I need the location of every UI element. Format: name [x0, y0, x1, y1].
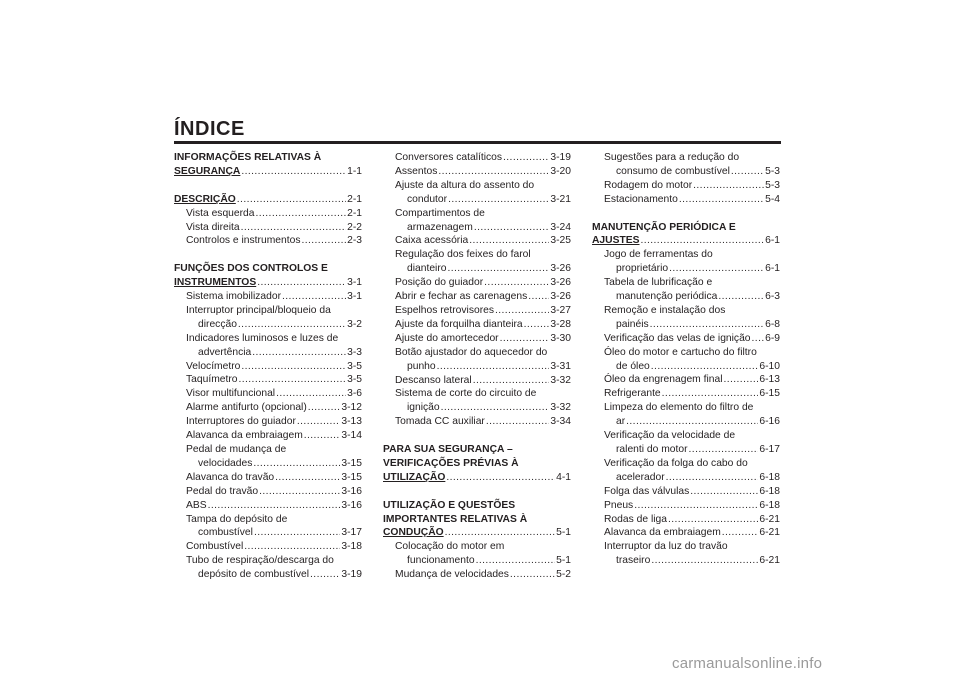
toc-section-title: VERIFICAÇÕES PRÉVIAS À [383, 457, 519, 469]
leader-dots [256, 207, 347, 221]
toc-entry-line: Indicadores luminosos e luzes de [186, 332, 339, 344]
page-number: 3-15 [341, 457, 362, 469]
toc-entry-label: depósito de combustível [198, 569, 310, 581]
toc-section-entry[interactable] [592, 234, 780, 248]
toc-entry[interactable] [592, 485, 780, 499]
toc-entry[interactable] [174, 207, 362, 221]
page-number: 3-12 [341, 402, 362, 414]
page-number: 3-31 [550, 360, 571, 372]
leader-dots [308, 401, 341, 415]
leader-dots [446, 471, 555, 485]
toc-entry[interactable] [174, 290, 362, 304]
leader-dots [208, 499, 341, 513]
toc-entry[interactable] [174, 401, 362, 415]
toc-entry[interactable] [174, 429, 362, 443]
page-number: 3-20 [550, 165, 571, 177]
toc-entry[interactable] [592, 318, 780, 332]
toc-entry-label: ralenti do motor [616, 444, 688, 456]
toc-section-label: AJUSTES [592, 235, 640, 247]
page-number: 1-1 [347, 165, 362, 177]
toc-entry[interactable] [174, 387, 362, 401]
toc-entry-label: Pneus [604, 499, 634, 511]
toc-entry-line: Verificação da velocidade de [604, 430, 736, 442]
leader-dots [275, 471, 340, 485]
toc-column-1 [174, 151, 362, 582]
leader-dots [690, 485, 758, 499]
page-number: 5-1 [556, 555, 571, 567]
toc-section-title: UTILIZAÇÃO E QUESTÕES [383, 499, 516, 511]
toc-entry-label: Interruptores do guiador [186, 416, 296, 428]
page-number: 3-16 [341, 485, 362, 497]
leader-dots [651, 554, 758, 568]
toc-entry[interactable] [174, 540, 362, 554]
page-number: 6-3 [765, 291, 780, 303]
page-number: 3-30 [550, 332, 571, 344]
toc-entry[interactable] [383, 374, 571, 388]
leader-dots [301, 234, 346, 248]
toc-entry[interactable] [174, 346, 362, 360]
toc-entry-label: Vista esquerda [186, 207, 255, 219]
leader-dots [241, 360, 346, 374]
toc-entry[interactable] [592, 526, 780, 540]
toc-entry[interactable] [174, 471, 362, 485]
leader-dots [484, 276, 549, 290]
toc-column-3 [592, 151, 780, 568]
toc-entry[interactable] [592, 165, 780, 179]
toc-entry[interactable] [592, 499, 780, 513]
page-number: 5-1 [556, 527, 571, 539]
toc-entry[interactable] [383, 568, 571, 582]
toc-entry-label: Velocímetro [186, 360, 241, 372]
leader-dots [731, 165, 764, 179]
leader-dots [441, 401, 550, 415]
leader-dots [495, 304, 549, 318]
leader-dots [469, 234, 549, 248]
toc-entry[interactable] [592, 387, 780, 401]
page-number: 3-13 [341, 416, 362, 428]
toc-entry[interactable] [174, 485, 362, 499]
page-number: 6-21 [759, 555, 780, 567]
page-number: 3-18 [341, 541, 362, 553]
leader-dots [486, 415, 550, 429]
leader-dots [254, 526, 340, 540]
page-number: 6-15 [759, 388, 780, 400]
toc-section-label: INSTRUMENTOS [174, 277, 257, 289]
page-number: 3-6 [347, 388, 362, 400]
toc-entry-label: Refrigerante [604, 388, 661, 400]
toc-entry-label: Combustível [186, 541, 244, 553]
toc-entry[interactable] [174, 234, 362, 248]
toc-entry[interactable] [592, 415, 780, 429]
toc-entry-line: Jogo de ferramentas do [604, 249, 713, 261]
leader-dots [438, 165, 549, 179]
page-number: 3-19 [341, 569, 362, 581]
leader-dots [524, 318, 550, 332]
page-number: 6-18 [759, 471, 780, 483]
toc-entry[interactable] [592, 443, 780, 457]
toc-entry[interactable] [592, 193, 780, 207]
toc-entry-line: Verificação da folga do cabo do [604, 457, 748, 469]
toc-entry-label: Verificação das velas de ignição [604, 332, 751, 344]
toc-entry-label: Posição do guiador [395, 277, 484, 289]
leader-dots [669, 262, 764, 276]
toc-entry-label: ABS [186, 499, 207, 511]
toc-entry[interactable] [383, 304, 571, 318]
toc-entry[interactable] [174, 373, 362, 387]
page-number: 3-19 [550, 152, 571, 163]
page-number: 3-34 [550, 416, 571, 428]
page-number: 5-4 [765, 193, 780, 205]
toc-entry-line: Interruptor principal/bloqueio da [186, 304, 331, 316]
leader-dots [626, 415, 758, 429]
toc-entry-label: Visor multifuncional [186, 388, 276, 400]
page-number: 6-8 [765, 318, 780, 330]
page-number: 6-1 [765, 235, 780, 247]
toc-section-title: MANUTENÇÃO PERIÓDICA E [592, 221, 736, 233]
toc-section-title: PARA SUA SEGURANÇA – [383, 444, 513, 456]
toc-entry-label: Estacionamento [604, 193, 678, 205]
toc-entry-label: direcção [198, 318, 237, 330]
toc-entry[interactable] [383, 554, 571, 568]
leader-dots [473, 374, 550, 388]
page-number: 6-10 [759, 360, 780, 372]
page-number: 6-1 [765, 263, 780, 275]
page-number: 6-18 [759, 485, 780, 497]
toc-entry[interactable] [592, 262, 780, 276]
leader-dots [238, 318, 346, 332]
toc-entry[interactable] [383, 318, 571, 332]
toc-entry[interactable] [592, 471, 780, 485]
toc-entry-line: Regulação dos feixes do farol [395, 249, 531, 261]
page-number: 3-32 [550, 402, 571, 414]
toc-entry-label: Rodas de liga [604, 513, 667, 525]
leader-dots [259, 485, 340, 499]
leader-dots [528, 290, 549, 304]
toc-entry-label: condutor [407, 193, 448, 205]
page-number: 3-5 [347, 374, 362, 386]
toc-entry-label: Vista direita [186, 221, 240, 233]
leader-dots [310, 568, 340, 582]
toc-entry[interactable] [383, 193, 571, 207]
toc-entry[interactable] [174, 526, 362, 540]
toc-entry-label: Mudança de velocidades [395, 569, 509, 581]
page-number: 3-14 [341, 430, 362, 442]
page-number: 4-1 [556, 471, 571, 483]
toc-entry-line: Limpeza do elemento do filtro de [604, 402, 754, 414]
page-number: 6-21 [759, 527, 780, 539]
toc-entry[interactable] [383, 415, 571, 429]
toc-section-label: UTILIZAÇÃO [383, 471, 446, 483]
toc-entry-label: velocidades [198, 457, 253, 469]
toc-entry-line: Colocação do motor em [395, 541, 505, 553]
toc-entry[interactable] [383, 401, 571, 415]
toc-section-entry[interactable] [383, 471, 571, 485]
page-number: 3-25 [550, 235, 571, 247]
page-number: 3-26 [550, 291, 571, 303]
toc-entry-label: acelerador [616, 471, 665, 483]
toc-entry-label: painéis [616, 318, 649, 330]
toc-entry-label: Tomada CC auxiliar [395, 416, 485, 428]
toc-entry[interactable] [383, 262, 571, 276]
toc-entry-label: Conversores catalíticos [395, 152, 503, 163]
toc-entry[interactable] [592, 332, 780, 346]
page-number: 5-2 [556, 569, 571, 581]
toc-entry-line: Sugestões para a redução do [604, 152, 740, 163]
leader-dots [722, 526, 759, 540]
toc-entry[interactable] [383, 276, 571, 290]
toc-entry[interactable] [174, 318, 362, 332]
toc-entry[interactable] [174, 415, 362, 429]
page-number: 6-9 [765, 332, 780, 344]
page-number: 3-28 [550, 318, 571, 330]
toc-entry-label: de óleo [616, 360, 650, 372]
page-number: 2-1 [347, 207, 362, 219]
page-number: 2-2 [347, 221, 362, 233]
watermark: carmanualsonline.info [672, 655, 823, 672]
page-number: 6-17 [759, 444, 780, 456]
toc-entry-line: Pedal de mudança de [186, 444, 287, 455]
toc-entry-line: Botão ajustador do aquecedor do [395, 346, 548, 358]
toc-section-label: DESCRIÇÃO [174, 193, 236, 205]
toc-entry-label: Ajuste da forquilha dianteira [395, 318, 523, 330]
leader-dots [662, 387, 759, 401]
leader-dots [448, 262, 550, 276]
toc-entry[interactable] [383, 332, 571, 346]
leader-dots [510, 568, 555, 582]
leader-dots [693, 179, 764, 193]
leader-dots [724, 373, 759, 387]
toc-entry-label: Alavanca do travão [186, 471, 275, 483]
leader-dots [668, 513, 758, 527]
page-number: 3-15 [341, 471, 362, 483]
toc-entry-label: Pedal do travão [186, 485, 259, 497]
page-number: 3-27 [550, 304, 571, 316]
toc-entry[interactable] [383, 360, 571, 374]
leader-dots [448, 193, 549, 207]
page-number: 3-21 [550, 193, 571, 205]
toc-entry[interactable] [592, 554, 780, 568]
toc-section-title: FUNÇÕES DOS CONTROLOS E [174, 263, 328, 275]
toc-entry-line: Tubo de respiração/descarga do [186, 555, 334, 567]
toc-entry-line: Óleo do motor e cartucho do filtro [604, 346, 757, 358]
page-number: 3-32 [550, 374, 571, 386]
toc-entry[interactable] [383, 221, 571, 235]
toc-entry-label: manutenção periódica [616, 291, 718, 303]
page-number: 3-1 [347, 277, 362, 289]
page-number: 3-2 [347, 318, 362, 330]
toc-section-entry[interactable] [174, 165, 362, 179]
leader-dots [718, 290, 764, 304]
toc-entry-line: Remoção e instalação dos [604, 304, 726, 316]
page-number: 3-1 [347, 291, 362, 303]
toc-entry[interactable] [383, 165, 571, 179]
leader-dots [237, 193, 346, 207]
page-number: 3-26 [550, 263, 571, 275]
toc-entry-label: punho [407, 360, 436, 372]
leader-dots [650, 318, 764, 332]
leader-dots [253, 457, 340, 471]
toc-entry-label: Caixa acessória [395, 235, 469, 247]
leader-dots [503, 151, 549, 165]
leader-dots [282, 290, 346, 304]
toc-entry-label: ar [616, 416, 626, 428]
title-rule [174, 141, 781, 144]
toc-entry[interactable] [383, 151, 571, 165]
leader-dots [651, 360, 759, 374]
page-number: 6-13 [759, 374, 780, 386]
toc-entry-label: ignição [407, 402, 440, 414]
page-number: 6-16 [759, 416, 780, 428]
page-number: 2-3 [347, 235, 362, 247]
toc-entry[interactable] [592, 290, 780, 304]
toc-section-label: SEGURANÇA [174, 165, 241, 177]
leader-dots [500, 332, 550, 346]
page-number: 3-17 [341, 527, 362, 539]
page-number: 3-26 [550, 277, 571, 289]
page-number: 2-1 [347, 193, 362, 205]
leader-dots [437, 360, 550, 374]
toc-entry-label: armazenagem [407, 221, 473, 233]
toc-entry-label: Controlos e instrumentos [186, 235, 301, 247]
toc-entry[interactable] [592, 513, 780, 527]
toc-entry-label: Folga das válvulas [604, 485, 690, 497]
leader-dots [304, 429, 341, 443]
page-number: 3-24 [550, 221, 571, 233]
toc-section-label: CONDUÇÃO [383, 527, 444, 539]
leader-dots [445, 526, 555, 540]
page-title: ÍNDICE [174, 118, 245, 140]
leader-dots [276, 387, 346, 401]
page-number: 6-18 [759, 499, 780, 511]
leader-dots [634, 499, 758, 513]
leader-dots [241, 221, 346, 235]
toc-entry[interactable] [174, 360, 362, 374]
toc-entry[interactable] [174, 221, 362, 235]
leader-dots [244, 540, 340, 554]
toc-section-entry[interactable] [174, 193, 362, 207]
leader-dots [239, 373, 347, 387]
leader-dots [297, 415, 340, 429]
toc-entry-label: Ajuste do amortecedor [395, 332, 499, 344]
toc-entry-label: Rodagem do motor [604, 179, 693, 191]
toc-entry[interactable] [383, 290, 571, 304]
toc-entry-label: Sistema imobilizador [186, 291, 281, 303]
toc-entry-label: funcionamento [407, 555, 475, 567]
leader-dots [476, 554, 556, 568]
toc-entry-line: Tampa do depósito de [186, 513, 288, 525]
toc-entry-line: Ajuste da altura do assento do [395, 179, 535, 191]
toc-entry[interactable] [174, 568, 362, 582]
toc-entry-label: traseiro [616, 555, 651, 567]
toc-column-2 [383, 151, 571, 582]
toc-entry-label: combustível [198, 527, 253, 539]
toc-entry-line: Sistema de corte do circuito de [395, 388, 537, 400]
toc-entry-label: dianteiro [407, 263, 447, 275]
toc-entry-label: Espelhos retrovisores [395, 304, 495, 316]
page-number: 5-3 [765, 165, 780, 177]
toc-section-title: IMPORTANTES RELATIVAS À [383, 513, 528, 525]
leader-dots [241, 165, 346, 179]
toc-entry-label: Taquímetro [186, 374, 238, 386]
page-number: 3-5 [347, 360, 362, 372]
leader-dots [641, 234, 765, 248]
toc-entry-line: Tabela de lubrificação e [604, 277, 713, 289]
leader-dots [689, 443, 759, 457]
page-number: 5-3 [765, 179, 780, 191]
toc-entry-label: Alarme antifurto (opcional) [186, 402, 307, 414]
toc-section-entry[interactable] [174, 276, 362, 290]
leader-dots [752, 332, 765, 346]
leader-dots [257, 276, 346, 290]
toc-entry-label: advertência [198, 346, 252, 358]
leader-dots [252, 346, 346, 360]
page-number: 3-3 [347, 346, 362, 358]
toc-entry-line: Compartimentos de [395, 207, 485, 219]
toc-entry-label: Óleo da engrenagem final [604, 374, 723, 386]
toc-entry[interactable] [592, 360, 780, 374]
toc-section-entry[interactable] [383, 526, 571, 540]
leader-dots [474, 221, 550, 235]
toc-entry[interactable] [174, 499, 362, 513]
toc-entry-label: Assentos [395, 165, 438, 177]
leader-dots [666, 471, 759, 485]
toc-entry-label: Descanso lateral [395, 374, 472, 386]
toc-entry-label: Abrir e fechar as carenagens [395, 291, 528, 303]
page-number: 3-16 [341, 499, 362, 511]
toc-entry[interactable] [592, 373, 780, 387]
leader-dots [679, 193, 764, 207]
toc-entry-label: Alavanca da embraiagem [604, 527, 721, 539]
toc-section-title: INFORMAÇÕES RELATIVAS À [174, 152, 322, 163]
toc-entry[interactable] [174, 457, 362, 471]
toc-entry-label: Alavanca da embraiagem [186, 430, 303, 442]
toc-entry[interactable] [383, 234, 571, 248]
page-number: 6-21 [759, 513, 780, 525]
toc-entry-label: proprietário [616, 263, 669, 275]
toc-entry[interactable] [592, 179, 780, 193]
toc-entry-label: consumo de combustível [616, 165, 730, 177]
toc-entry-line: Interruptor da luz do travão [604, 541, 728, 553]
